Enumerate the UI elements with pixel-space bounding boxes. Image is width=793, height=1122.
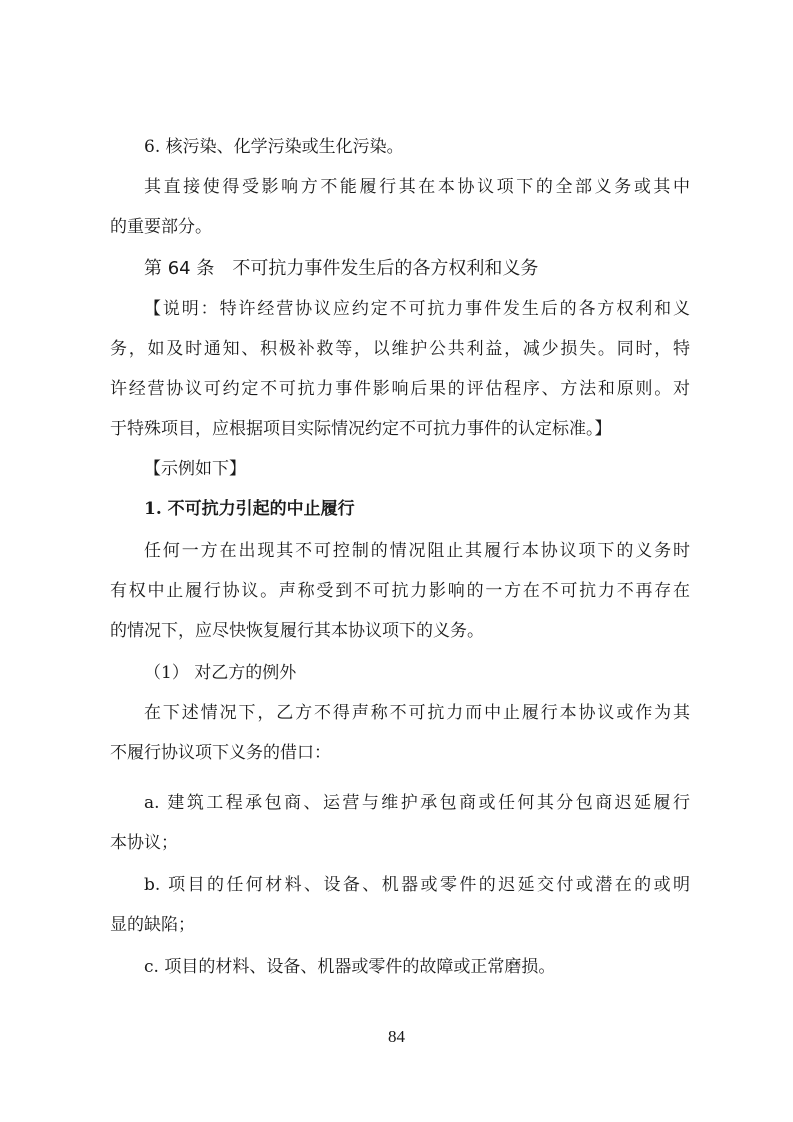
list-item-6: 6. 核污染、化学污染或生化污染。 xyxy=(144,137,404,157)
subsection-heading: （1） 对乙方的例外 xyxy=(144,663,297,683)
article-heading: 第 64 条 不可抗力事件发生后的各方权利和义务 xyxy=(144,258,539,279)
paragraph-line: 其直接使得受影响方不能履行其在本协议项下的全部义务或其中 xyxy=(144,177,690,197)
paragraph-line: 的情况下，应尽快恢复履行其本协议项下的义务。 xyxy=(110,621,484,641)
note-line: 许经营协议可约定不可抗力事件影响后果的评估程序、方法和原则。对 xyxy=(110,379,690,399)
list-item-b-continued: 显的缺陷； xyxy=(110,915,195,935)
list-item-a-continued: 本协议； xyxy=(110,833,178,853)
note-line: 于特殊项目，应根据项目实际情况约定不可抗力事件的认定标准。】 xyxy=(110,419,612,439)
list-item-b: b. 项目的任何材料、设备、机器或零件的迟延交付或潜在的或明 xyxy=(144,875,690,895)
paragraph-line: 任何一方在出现其不可控制的情况阻止其履行本协议项下的义务时 xyxy=(144,541,690,561)
example-label: 【示例如下】 xyxy=(144,459,246,479)
paragraph-line: 不履行协议项下义务的借口： xyxy=(110,743,331,763)
section-heading: 1. 不可抗力引起的中止履行 xyxy=(144,499,355,519)
list-item-c: c. 项目的材料、设备、机器或零件的故障或正常磨损。 xyxy=(144,957,556,977)
paragraph-line: 的重要部分。 xyxy=(110,217,212,237)
note-line: 【说明：特许经营协议应约定不可抗力事件发生后的各方权利和义 xyxy=(144,299,690,319)
list-item-a: a. 建筑工程承包商、运营与维护承包商或任何其分包商迟延履行 xyxy=(144,793,690,813)
paragraph-line: 有权中止履行协议。声称受到不可抗力影响的一方在不可抗力不再存在 xyxy=(110,581,690,601)
note-line: 务，如及时通知、积极补救等，以维护公共利益，减少损失。同时，特 xyxy=(110,339,690,359)
paragraph-line: 在下述情况下，乙方不得声称不可抗力而中止履行本协议或作为其 xyxy=(144,703,690,723)
page-number: 84 xyxy=(388,1027,405,1046)
